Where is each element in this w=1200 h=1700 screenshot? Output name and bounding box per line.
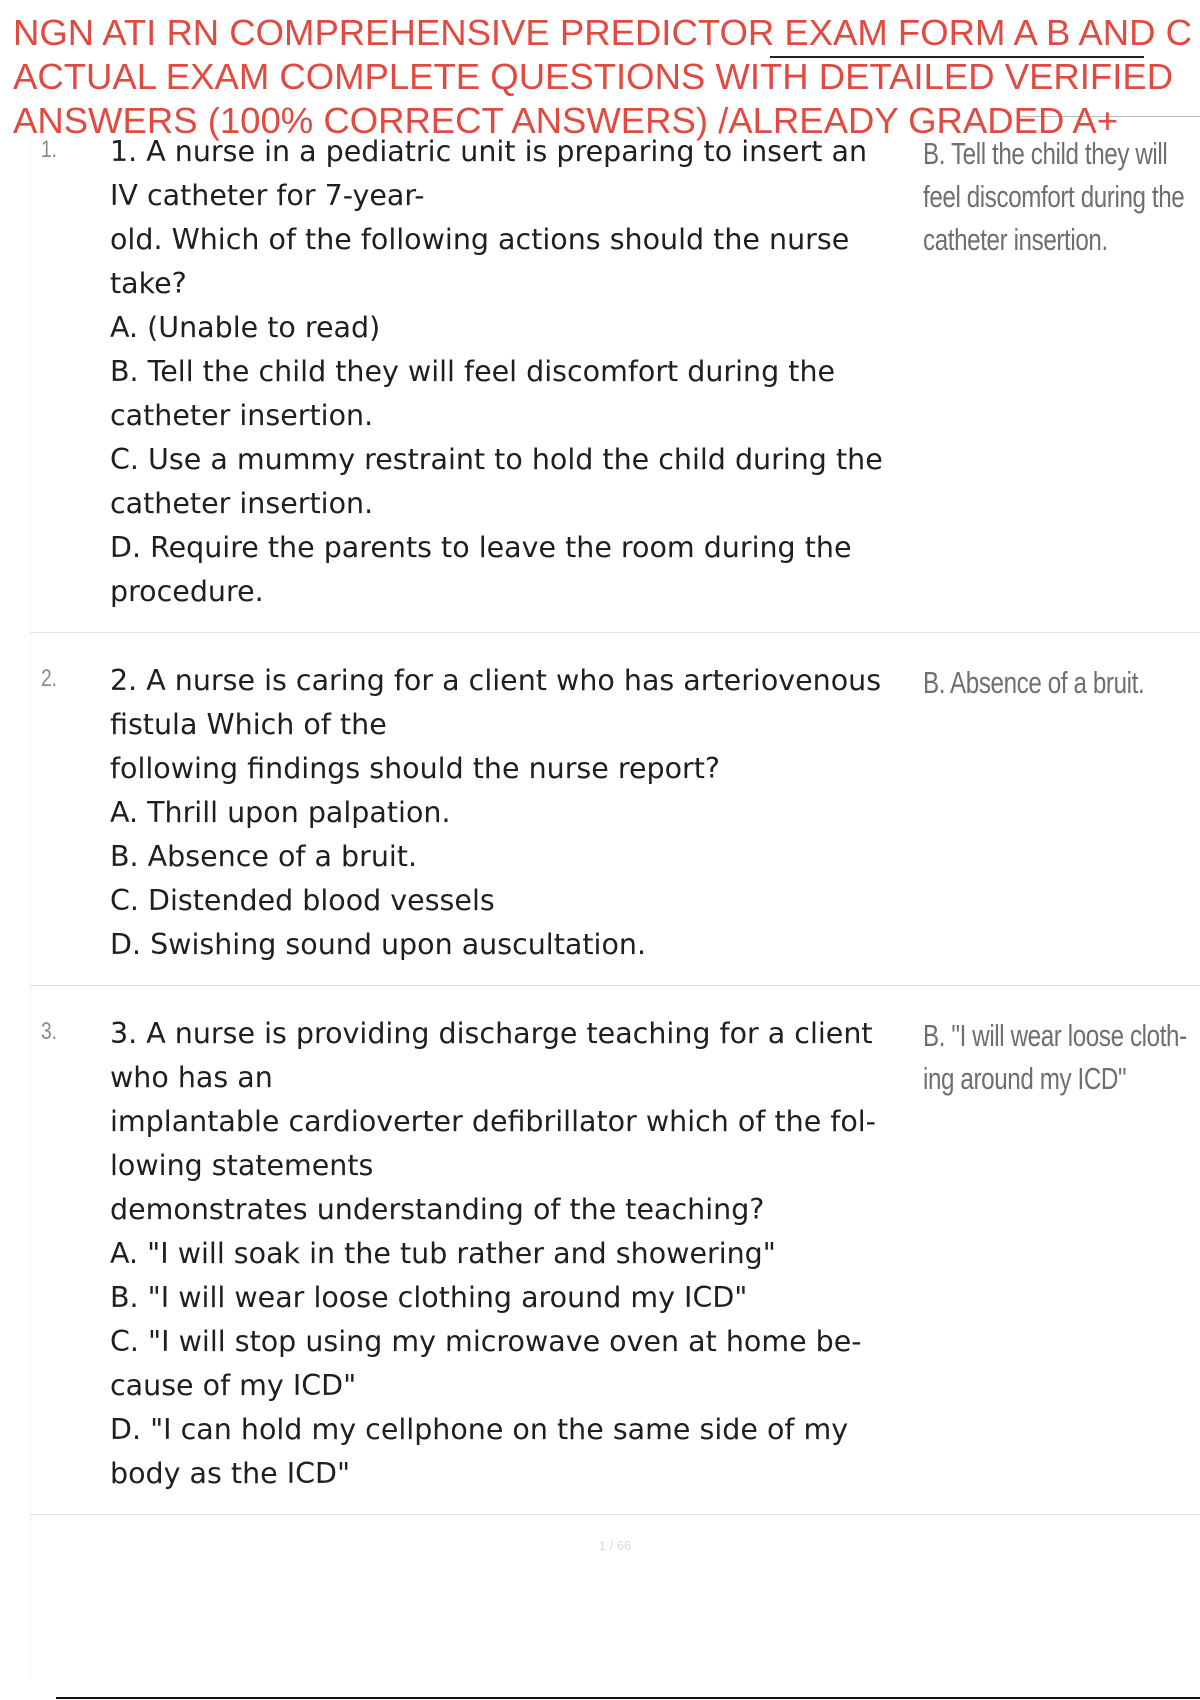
question-line: following findings should the nurse report? [110, 752, 721, 785]
question-line: implantable cardioverter defibrillator which of the fol- [110, 1105, 876, 1138]
question-line: lowing statements [110, 1149, 374, 1182]
option-line: B. Absence of a bruit. [110, 840, 418, 873]
question-number: 2. [41, 665, 58, 692]
option-line: A. "I will soak in the tub rather and showering" [110, 1237, 776, 1270]
question-row [30, 1000, 1200, 1515]
question-line: demonstrates understanding of the teaching? [110, 1193, 765, 1226]
footer-rule [56, 1697, 1200, 1699]
question-row [30, 118, 1200, 633]
question-list [30, 118, 1200, 1529]
option-line: D. Swishing sound upon auscultation. [110, 928, 647, 961]
question-text [110, 118, 950, 632]
option-line: procedure. [110, 575, 264, 608]
page-number: 1 / 66 [598, 1538, 632, 1553]
question-line: take? [110, 267, 187, 300]
answer-text [923, 1014, 1200, 1100]
answer-line: B. Absence of a bruit. [923, 665, 1145, 700]
question-text [110, 1000, 950, 1514]
option-line: cause of my ICD" [110, 1369, 357, 1402]
answer-line: catheter insertion. [923, 222, 1108, 257]
option-line: B. "I will wear loose clothing around my ICD" [110, 1281, 748, 1314]
option-line: B. Tell the child they will feel discomfort during the [110, 355, 836, 388]
document-title [13, 11, 1198, 143]
option-line: catheter insertion. [110, 399, 374, 432]
question-text [110, 647, 950, 985]
answer-text [923, 661, 1200, 704]
question-number: 3. [41, 1018, 58, 1045]
question-line: 2. A nurse is caring for a client who has arteriovenous [110, 664, 882, 697]
answer-line: B. "I will wear loose cloth- [923, 1018, 1187, 1053]
question-number: 1. [41, 136, 58, 163]
option-line: D. Require the parents to leave the room during the [110, 531, 852, 564]
option-line: C. "I will stop using my microwave oven at home be- [110, 1325, 862, 1358]
option-line: D. "I can hold my cellphone on the same side of my [110, 1413, 849, 1446]
answer-line: ing around my ICD" [923, 1061, 1127, 1096]
question-line: 1. A nurse in a pediatric unit is preparing to insert an [110, 135, 868, 168]
option-line: C. Use a mummy restraint to hold the child during the [110, 443, 883, 476]
title-line: NGN ATI RN COMPREHENSIVE PREDICTOR EXAM FORM A B AND C [13, 12, 1192, 53]
option-line: catheter insertion. [110, 487, 374, 520]
question-line: IV catheter for 7-year- [110, 179, 425, 212]
option-line: A. (Unable to read) [110, 311, 381, 344]
question-line: fistula Which of the [110, 708, 387, 741]
question-line: 3. A nurse is providing discharge teaching for a client [110, 1017, 873, 1050]
question-row [30, 647, 1200, 986]
answer-line: B. Tell the child they will [923, 136, 1168, 171]
title-line: ACTUAL EXAM COMPLETE QUESTIONS WITH DETAILED VERIFIED [13, 56, 1174, 97]
question-line: old. Which of the following actions should the nurse [110, 223, 850, 256]
answer-text [923, 132, 1200, 261]
option-line: C. Distended blood vessels [110, 884, 495, 917]
option-line: body as the ICD" [110, 1457, 351, 1490]
option-line: A. Thrill upon palpation. [110, 796, 451, 829]
question-line: who has an [110, 1061, 273, 1094]
title-line: ANSWERS (100% CORRECT ANSWERS) /ALREADY GRADED A+ [13, 100, 1119, 141]
answer-line: feel discomfort during the [923, 179, 1185, 214]
